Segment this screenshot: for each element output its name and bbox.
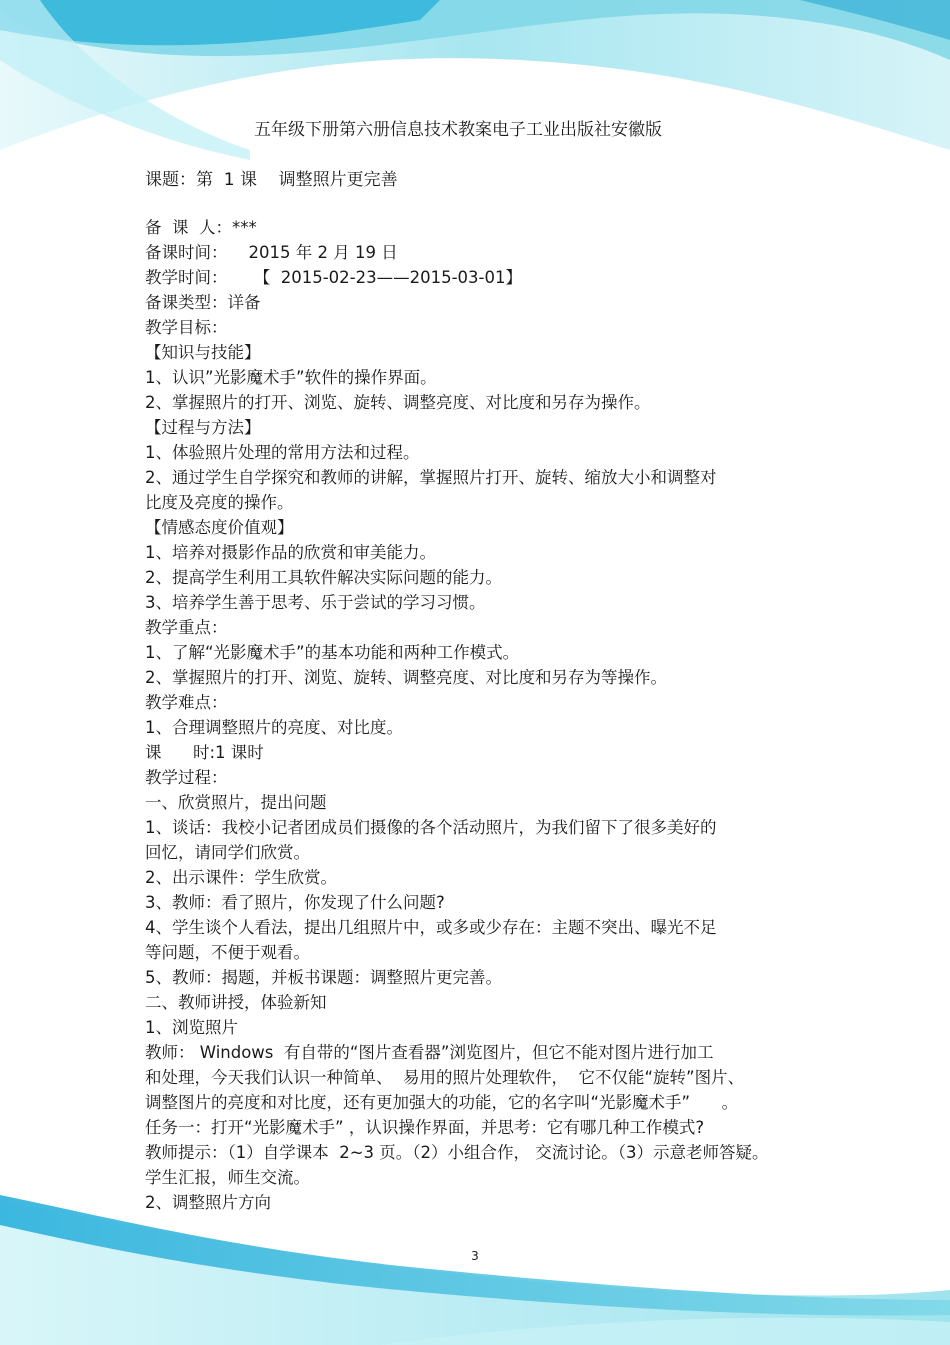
body-line: 学生汇报，师生交流。 xyxy=(145,1168,310,1187)
body-line: 二、教师讲授，体验新知 xyxy=(145,993,327,1012)
body-line: 1、培养对摄影作品的欣赏和审美能力。 xyxy=(145,543,436,562)
body-line: 2、掌握照片的打开、浏览、旋转、调整亮度、对比度和另存为操作。 xyxy=(145,393,651,412)
body-line: 备课时间： 2015 年 2 月 19 日 xyxy=(145,243,398,262)
body-line: 2、提高学生利用工具软件解决实际问题的能力。 xyxy=(145,568,502,587)
body-line: 备 课 人：*** xyxy=(145,218,257,237)
body-line: 1、合理调整照片的亮度、对比度。 xyxy=(145,718,403,737)
body-line: 1、认识”光影魔术手”软件的操作界面。 xyxy=(145,368,437,387)
body-line: 等问题，不便于观看。 xyxy=(145,943,310,962)
body-line: 2、调整照片方向 xyxy=(145,1193,271,1212)
document-title: 五年级下册第六册信息技术教案电子工业出版社安徽版 xyxy=(254,120,662,140)
body-line: 教学重点： xyxy=(145,618,228,637)
body-line: 回忆，请同学们欣赏。 xyxy=(145,843,310,862)
body-line: 调整图片的亮度和对比度，还有更加强大的功能，它的名字叫“光影魔术手” 。 xyxy=(145,1093,739,1112)
page-number: 3 xyxy=(471,1249,479,1263)
body-line: 2、出示课件：学生欣赏。 xyxy=(145,868,337,887)
body-line: 5、教师：揭题，并板书课题：调整照片更完善。 xyxy=(145,968,502,987)
body-line: 教学难点： xyxy=(145,693,228,712)
body-line: 课 时:1 课时 xyxy=(145,743,264,762)
body-line: 2、掌握照片的打开、浏览、旋转、调整亮度、对比度和另存为等操作。 xyxy=(145,668,667,687)
body-line: 1、谈话：我校小记者团成员们摄像的各个活动照片，为我们留下了很多美好的 xyxy=(145,818,717,837)
body-line: 备课类型：详备 xyxy=(145,293,261,312)
body-line: 任务一：打开“光影魔术手” ，认识操作界面，并思考：它有哪几种工作模式? xyxy=(145,1118,705,1137)
body-line: 【知识与技能】 xyxy=(145,343,261,362)
body-line: 【情感态度价值观】 xyxy=(145,518,294,537)
body-line: 2、通过学生自学探究和教师的讲解，掌握照片打开、旋转、缩放大小和调整对 xyxy=(145,468,717,487)
lesson-subject: 课题：第 1 课 调整照片更完善 xyxy=(145,170,398,190)
body-line: 1、浏览照片 xyxy=(145,1018,238,1037)
body-line: 1、了解“光影魔术手”的基本功能和两种工作模式。 xyxy=(145,643,520,662)
body-line: 教师： Windows 有自带的“图片查看器”浏览图片，但它不能对图片进行加工 xyxy=(145,1043,714,1062)
body-line: 比度及亮度的操作。 xyxy=(145,493,294,512)
body-line: 教学目标： xyxy=(145,318,228,337)
body-line: 4、学生谈个人看法，提出几组照片中，或多或少存在：主题不突出、曝光不足 xyxy=(145,918,717,937)
body-line: 一、欣赏照片，提出问题 xyxy=(145,793,327,812)
body-line: 3、培养学生善于思考、乐于尝试的学习习惯。 xyxy=(145,593,486,612)
body-line: 教师提示：（1）自学课本 2~3 页。（2）小组合作， 交流讨论。（3）示意老师答疑。 xyxy=(145,1143,769,1162)
body-line: 教学时间： 【 2015-02-23——2015-03-01】 xyxy=(145,268,522,287)
body-line: 教学过程： xyxy=(145,768,228,787)
body-line: 【过程与方法】 xyxy=(145,418,261,437)
body-line: 3、教师：看了照片，你发现了什么问题? xyxy=(145,893,445,912)
body-line: 1、体验照片处理的常用方法和过程。 xyxy=(145,443,420,462)
body-line: 和处理，今天我们认识一种简单、 易用的照片处理软件， 它不仅能“旋转”图片、 xyxy=(145,1068,745,1087)
